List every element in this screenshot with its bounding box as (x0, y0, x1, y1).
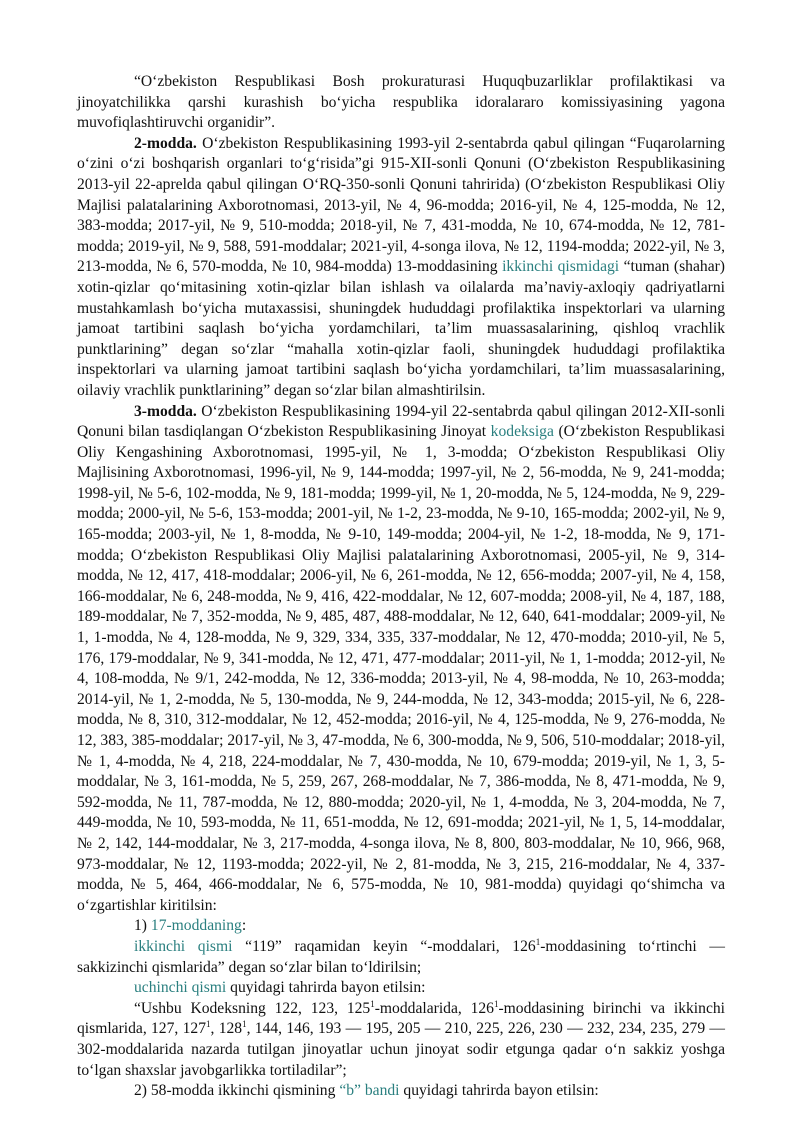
paragraph-intro: “O‘zbekiston Respublikasi Bosh prokuraturasi Huquqbuzarliklar profilaktikasi va jinoyatchilikka qarshi kurashish bo‘yicha respublika idoralararo komissiyasining yagona muvofiqlashtiruvchi organidir”. (77, 73, 725, 132)
article-3-heading: 3-modda. (134, 402, 197, 420)
item-1-a: ikkinchi qismi “119” raqamidan keyin “-moddalari, $126^1$-moddasining to‘rtinchi — sakkizinchi qismlarida” degan so‘zlar bilan to‘ldirilsin; (77, 936, 725, 976)
article-3: 3-modda. O‘zbekiston Respublikasining 1994-yil 22-sentabrda qabul qilingan 2012-XII-sonli Qonuni bilan tasdiqlangan O‘zbekiston Respublikasining Jinoyat kodeksiga (O‘zbekiston Respublikasi Oliy Kengashining Axborotnomasi, 1995-yil, № 1, 3-modda; O‘zbekiston Respublikasi Oliy Majlisining Axborotnomasi, 1996-yil, № 9, 144-modda; 1997-yil, № 2, 56-modda, № 9, 241-modda; 1998-yil, № 5-6, 102-modda, № 9, 181-modda; 1999-yil, № 1, 20-modda, № 5, 124-modda, № 9, 229-modda; 2000-yil, № 5-6, 153-modda; 2001-yil, № 1-2, 23-modda, № 9-10, 165-modda; 2002-yil, № 9, 165-modda; 2003-yil, № 1, 8-modda, № 9-10, 149-modda; 2004-yil, № 1-2, 18-modda, № 9, 171-modda; O‘zbekiston Respublikasi Oliy Majlisi palatalarining Axborotnomasi, 2005-yil, № 9, 314-modda, № 12, 417, 418-moddalar; 2006-yil, № 6, 261-modda, № 12, 656-modda; 2007-yil, № 4, 158, 166-moddalar, № 6, 248-modda, № 9, 416, 422-moddalar, № 12, 607-modda; 2008-yil, № 4, 187, 188, 189-moddalar, № 7, 352-modda, № 9, 485, 487, 488-moddalar, № 12, 640, 641-moddalar; 2009-yil, № 1, 1-modda, № 4, 128-modda, № 9, 329, 334, 335, 337-moddalar, № 12, 470-modda; 2010-yil, № 5, 176, 179-moddalar, № 9, 341-modda, № 12, 471, 477-moddalar; 2011-yil, № 1, 1-modda; 2012-yil, № 4, 108-modda, № 9/1, 242-modda, № 12, 336-modda; 2013-yil, № 4, 98-modda, № 10, 263-modda; 2014-yil, № 1, 2-modda, № 5, 130-modda, № 9, 244-modda, № 12, 343-modda; 2015-yil, № 6, 228-modda, № 8, 310, 312-moddalar, № 12, 452-modda; 2016-yil, № 4, 125-modda, № 9, 276-modda, № 12, 383, 385-moddalar; 2017-yil, № 3, 47-modda, № 6, 300-modda, № 9, 506, 510-moddalar; 2018-yil, № 1, 4-modda, № 4, 218, 224-moddalar, № 7, 430-modda, № 10, 679-modda; 2019-yil, № 1, 3, 5-moddalar, № 3, 161-modda, № 5, 259, 267, 268-moddalar, № 7, 386-modda, № 8, 471-modda, № 9, 592-modda, № 11, 787-modda, № 12, 880-modda; 2020-yil, № 1, 4-modda, № 3, 204-modda, № 7, 449-modda, № 10, 593-modda, № 11, 651-modda, № 12, 691-modda; 2021-yil, № 1, 5, 14-moddalar, № 2, 142, 144-moddalar, № 3, 217-modda, 4-songa ilova, № 8, 800, 803-moddalar, № 10, 966, 968, 973-moddalar, № 12, 1193-modda; 2022-yil, № 2, 81-modda, № 3, 215, 216-moddalar, № 4, 337-modda, № 5, 464, 466-moddalar, № 6, 575-modda, № 10, 981-modda) quyidagi qo‘shimcha va o‘zgartishlar kiritilsin: (77, 402, 725, 914)
link-uchinchi-qismi[interactable]: uchinchi qismi (134, 979, 227, 997)
link-kodeksiga[interactable]: kodeksiga (490, 423, 554, 441)
item-2: 2) 58-modda ikkinchi qismining “b” bandi quyidagi tahrirda bayon etilsin: (134, 1082, 599, 1100)
article-2: 2-modda. O‘zbekiston Respublikasining 1993-yil 2-sentabrda qabul qilingan “Fuqarolarning o‘zini o‘zi boshqarish organlari to‘g‘risida”gi 915-XII-sonli Qonuni (O‘zbekiston Respublikasining 2013-yil 22-aprelda qabul qilingan O‘RQ-350-sonli Qonuni tahririda) (O‘zbekiston Respublikasi Oliy Majlisi palatalarining Axborotnomasi, 2013-yil, № 4, 96-modda; 2016-yil, № 4, 125-modda, № 12, 383-modda; 2017-yil, № 9, 510-modda; 2018-yil, № 7, 431-modda, № 10, 674-modda, № 12, 781-modda; 2019-yil, № 9, 588, 591-moddalar; 2021-yil, 4-songa ilova, № 12, 1194-modda; 2022-yil, № 3, 213-modda, № 6, 570-modda, № 10, 984-modda) 13-moddasining ikkinchi qismidagi “tuman (shahar) xotin-qizlar qo‘mitasining xotin-qizlar bilan ishlash va oilalarda ma’naviy-axloqiy qadriyatlarni mustahkamlash bo‘yicha mutaxassisi, shuningdek hududdagi profilaktika inspektorlari va ularning jamoat tartibini saqlash bo‘yicha yordamchilari, ta’lim muassasalarining, qishloq vrachlik punktlarining” degan so‘zlar “mahalla xotin-qizlar faoli, shuningdek hududdagi profilaktika inspektorlari va ularning jamoat tartibini saqlash bo‘yicha yordamchilari, ta’lim muassasalarining, oilaviy vrachlik punktlarining” degan so‘zlar bilan almashtirilsin. (77, 134, 726, 399)
document-page (77, 72, 725, 1102)
item-1: 1) 17-moddaning: (134, 917, 247, 935)
item-1-b: uchinchi qismi quyidagi tahrirda bayon etilsin: (134, 979, 426, 997)
link-ikkinchi-qismidagi[interactable]: ikkinchi qismidagi (502, 258, 620, 276)
article-2-heading: 2-modda. (134, 134, 197, 152)
link-17-moddaning[interactable]: 17-moddaning (150, 917, 242, 935)
quote-paragraph: “Ushbu Kodeksning 122, 123, $125^1$-moddalarida, $126^1$-moddasining birinchi va ikkinchi qismlarida, 127, $127^1$, $128^1$, 144, 146, 193 — 195, 205 — 210, 225, 226, 230 — 232, 234, 235, 279 — 302-moddalarida nazarda tutilgan jinoyatlar uchun jinoyat sodir etgunga qadar o‘n sakkiz yoshga to‘lgan shaxslar javobgarlikka tortiladilar”; (77, 998, 726, 1079)
link-b-bandi[interactable]: “b” bandi (339, 1082, 400, 1100)
link-ikkinchi-qismi[interactable]: ikkinchi qismi (134, 937, 233, 955)
